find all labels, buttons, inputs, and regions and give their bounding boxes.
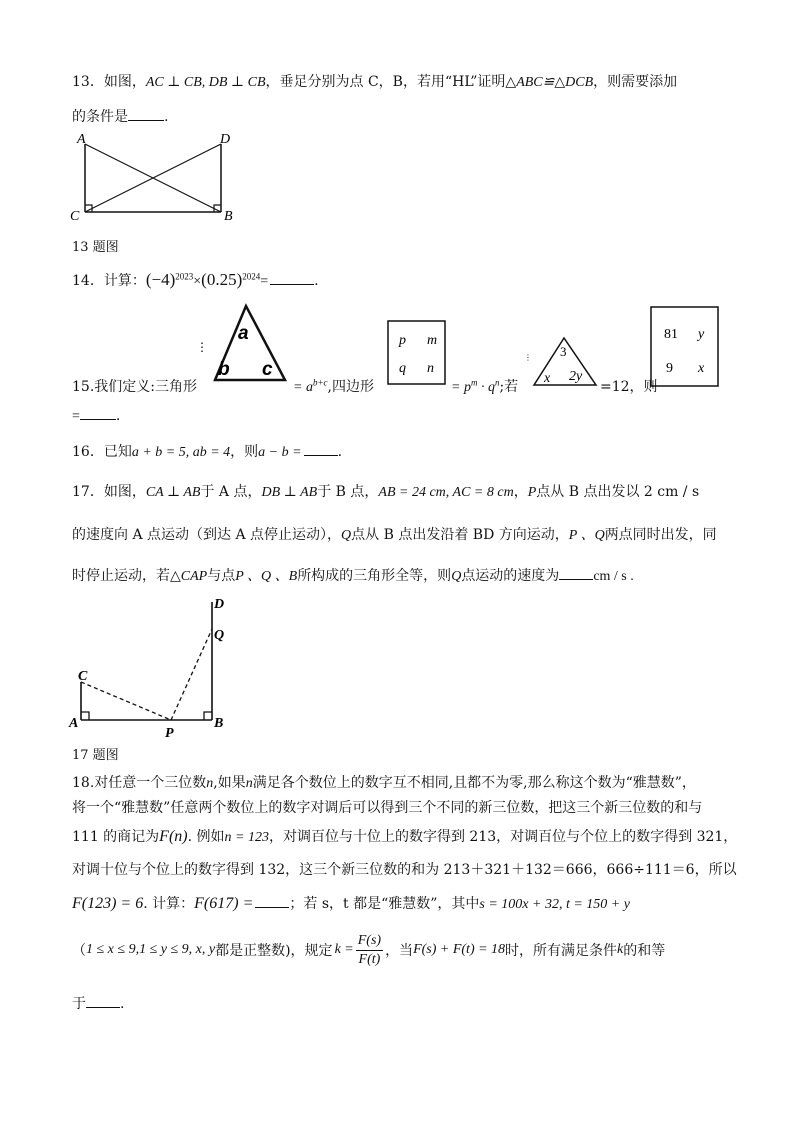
q17-line3: 时停止运动，若△CAP与点P 、Q 、B所构成的三角形全等，则Q点运动的速度为 cm / s . <box>72 565 634 585</box>
q17-caption: 17 题图 <box>72 748 119 763</box>
label-A: A <box>77 132 86 147</box>
q13-line2: 的条件是 . <box>72 106 168 126</box>
answer-blank[interactable] <box>270 270 314 285</box>
tri-label-b: b <box>218 359 230 380</box>
svg-text:x: x <box>544 371 551 386</box>
q15-triangle-definition <box>196 303 290 383</box>
q17-figure <box>66 594 236 740</box>
label-D: D <box>220 132 231 147</box>
answer-blank[interactable] <box>128 106 164 121</box>
tri-label-a: a <box>238 323 249 344</box>
q14-line: 14．计算：$(-4)^{2023}\times(0.25)^{2024}=$ . <box>72 270 319 289</box>
svg-text:⋮: ⋮ <box>524 353 532 362</box>
fraction-k: $\frac{F(s)}{F(t)}$ <box>357 932 382 967</box>
svg-text:m: m <box>427 333 438 348</box>
q18-line1: 18.对任意一个三位数n,如果n满足各个数位上的数字互不相同,且都不为零,那么称这个数为“雅慧数”， <box>72 775 696 791</box>
svg-text:x: x <box>698 361 705 376</box>
answer-blank[interactable] <box>255 893 289 908</box>
svg-text:81: 81 <box>664 327 678 342</box>
svg-text:D: D <box>214 597 225 612</box>
q13-figure <box>70 128 250 228</box>
svg-text:q: q <box>399 361 406 376</box>
q15-triangle-example <box>524 336 600 388</box>
tri-label-c: c <box>262 359 273 380</box>
svg-text:n: n <box>427 361 434 376</box>
q15-text-4: =12，则 <box>600 379 658 395</box>
q18-line3: 111 的商记为F(n). 例如n = 123，对调百位与十位上的数字得到 213，对调百位与个位上的数字得到 321， <box>72 828 738 845</box>
q15-text-2: = $a^{b+c}$,四边形 <box>293 377 374 395</box>
q13-caption: 13 题图 <box>72 240 119 255</box>
q15-text-3: = $p^m \cdot q^n$;若 <box>451 377 519 395</box>
q18-line5: F(123) = 6. 计算：F(617) = ；若 s，t 都是“雅慧数”，其中s = 100x + 32, t = 150 + y <box>72 895 630 912</box>
q13-line1: 13．如图，AC ⊥ CB, DB ⊥ CB，垂足分别为点 C，B，若用“HL”证明△ABC≌△DCB，则需要添加 <box>72 74 678 90</box>
svg-text:3: 3 <box>560 344 567 359</box>
answer-blank[interactable] <box>559 565 593 580</box>
q15-line2: = . <box>72 405 120 425</box>
answer-blank[interactable] <box>304 441 338 456</box>
q18-line2: 将一个“雅慧数”任意两个数位上的数字对调后可以得到三个不同的新三位数，把这三个新三位数的和与 <box>72 800 703 816</box>
svg-text:B: B <box>214 716 224 731</box>
svg-text:Q: Q <box>214 628 225 643</box>
answer-blank[interactable] <box>80 405 116 420</box>
svg-text:9: 9 <box>666 361 673 376</box>
label-B: B <box>224 209 233 224</box>
svg-text:P: P <box>165 726 174 741</box>
q18-line7: 于 . <box>72 993 124 1013</box>
q15-text-1: 15.我们定义:三角形 <box>72 379 197 395</box>
label-C: C <box>70 209 80 224</box>
q18-line4: 对调十位与个位上的数字得到 132，这三个新三位数的和为 213＋321＋132＝666，666÷111＝6，所以 <box>72 862 737 878</box>
svg-text:y: y <box>698 327 705 342</box>
svg-text:C: C <box>78 669 88 684</box>
q17-line2: 的速度向 A 点运动（到达 A 点停止运动），Q点从 B 点出发沿着 BD 方向运动，P 、Q两点同时出发，同 <box>72 527 717 543</box>
answer-blank[interactable] <box>86 993 120 1008</box>
svg-text:p: p <box>399 333 406 348</box>
q15-square-definition <box>387 320 447 386</box>
svg-text:⋮: ⋮ <box>196 340 208 354</box>
q15-square-example <box>650 306 720 388</box>
svg-text:2y: 2y <box>569 369 583 384</box>
q18-line6: （ 1 ≤ x ≤ 9,1 ≤ y ≤ 9, x, y 都是正整数)，规定 k = $\frac{F(s)}{F(t)}$ ，当 F(s) + F(t) = 18 时，所有满足条件 k 的和等 <box>72 932 666 967</box>
q16-line: 16．已知a + b = 5, ab = 4，则a − b = . <box>72 441 342 461</box>
svg-text:A: A <box>69 716 79 731</box>
q17-line1: 17．如图，CA ⊥ AB于 A 点，DB ⊥ AB于 B 点，AB = 24 cm, AC = 8 cm，P点从 B 点出发以 2 cm / s <box>72 484 700 500</box>
